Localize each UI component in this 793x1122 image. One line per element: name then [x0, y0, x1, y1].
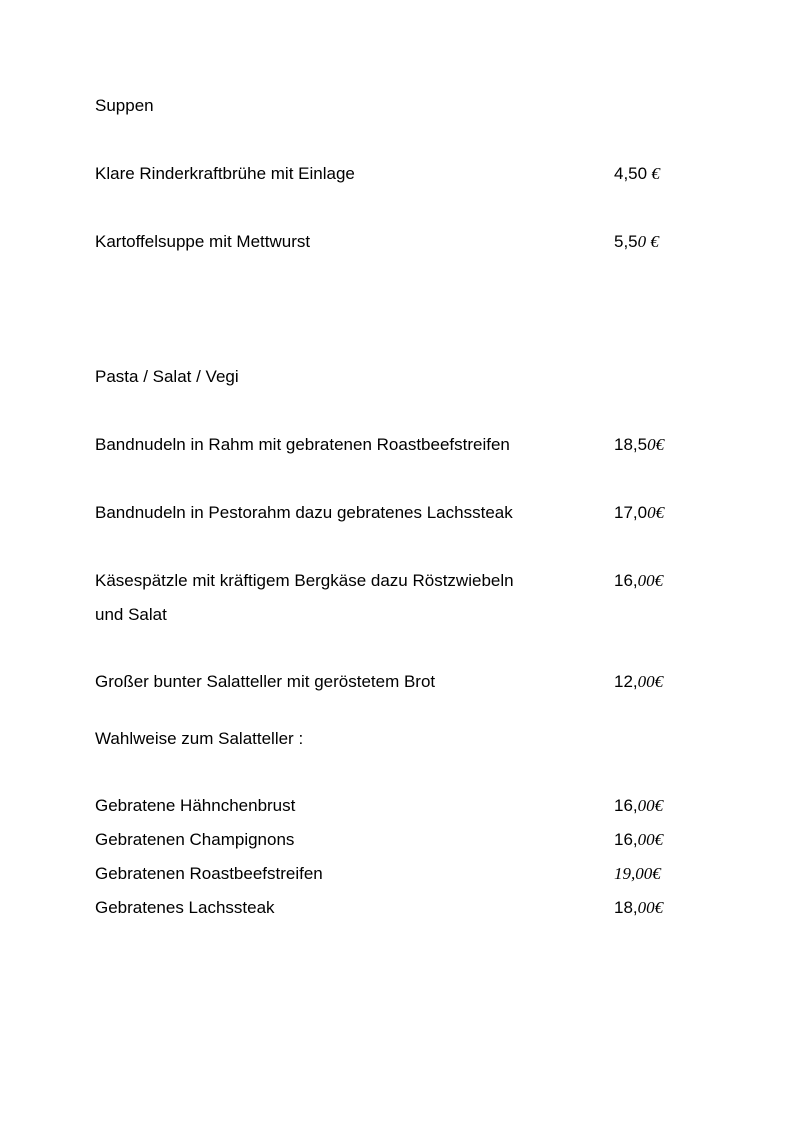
menu-item-name-line1: Käsespätzle mit kräftigem Bergkäse dazu Röstzwiebeln	[95, 571, 514, 590]
addon-item-price	[614, 796, 663, 816]
addon-heading: Wahlweise zum Salatteller :	[95, 729, 304, 748]
menu-item-name: Bandnudeln in Pestorahm dazu gebratenes Lachssteak	[95, 503, 513, 522]
addon-item-price	[614, 898, 663, 918]
section-heading-pasta: Pasta / Salat / Vegi	[95, 367, 239, 386]
addon-item-price	[614, 830, 663, 850]
price-tail: 00€	[637, 796, 664, 815]
price-main: 16,	[614, 830, 638, 849]
price-tail: 00€	[637, 571, 664, 590]
menu-item-name: Kartoffelsuppe mit Mettwurst	[95, 232, 311, 251]
price-tail: 0 €	[637, 232, 659, 251]
addon-item-price	[614, 864, 661, 884]
menu-item-name-line2: und Salat	[95, 605, 167, 624]
price-main: 18,5	[614, 435, 648, 454]
price-main: 17,0	[614, 503, 648, 522]
price-main: 12,	[614, 672, 638, 691]
price-tail: 0€	[647, 435, 665, 454]
price-tail: 00€	[637, 672, 664, 691]
menu-item-price	[614, 571, 663, 591]
price-tail: 00€	[637, 898, 664, 917]
menu-item-price	[614, 164, 660, 184]
addon-item-name: Gebratenes Lachssteak	[95, 898, 275, 917]
menu-item-name: Klare Rinderkraftbrühe mit Einlage	[95, 164, 355, 183]
menu-item-price	[614, 232, 659, 252]
price-main: 5,5	[614, 232, 638, 251]
price-tail: 00€	[637, 830, 664, 849]
price-main: 18,	[614, 898, 638, 917]
menu-item-price	[614, 503, 664, 523]
price-main: 16,	[614, 571, 638, 590]
section-heading-suppen: Suppen	[95, 96, 154, 115]
addon-item-name: Gebratenen Champignons	[95, 830, 295, 849]
price-tail: 0€	[647, 503, 665, 522]
price-main: 4,50	[614, 164, 648, 183]
addon-item-name: Gebratenen Roastbeefstreifen	[95, 864, 323, 883]
price-tail: €	[647, 164, 660, 183]
menu-item-name: Bandnudeln in Rahm mit gebratenen Roastbeefstreifen	[95, 435, 510, 454]
menu-item-name: Großer bunter Salatteller mit geröstetem Brot	[95, 672, 436, 691]
menu-item-price	[614, 435, 664, 455]
menu-item-price	[614, 672, 663, 692]
addon-item-name: Gebratene Hähnchenbrust	[95, 796, 296, 815]
price-main: 16,	[614, 796, 638, 815]
price-full: 19,00€	[614, 864, 661, 883]
